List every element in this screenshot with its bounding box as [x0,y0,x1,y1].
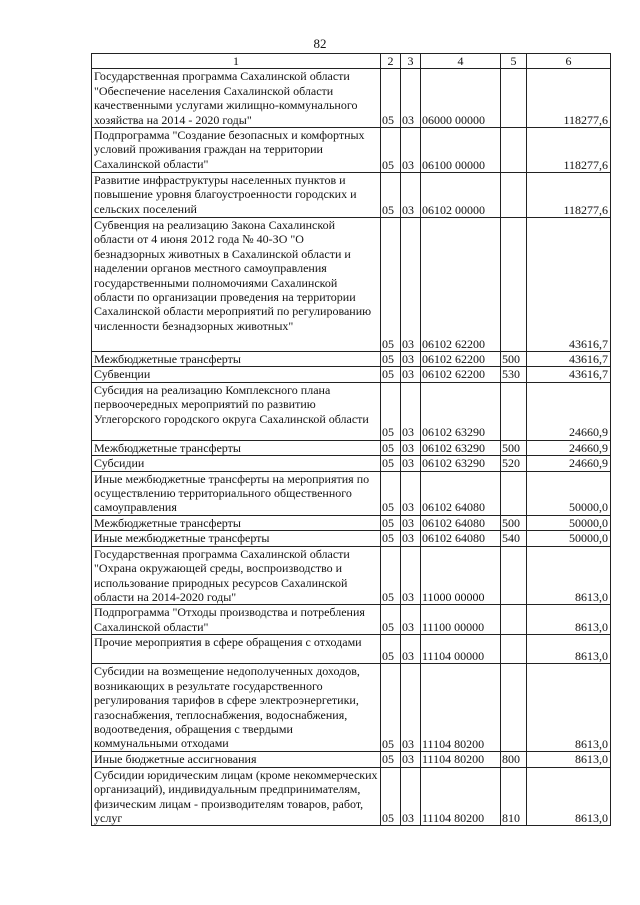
table-row [92,664,611,752]
row-c5-cell: 500 [501,352,527,367]
row-name-cell: Прочие мероприятия в сфере обращения с отходами [92,635,381,664]
row-c3-cell: 03 [401,767,421,826]
row-c2-cell: 05 [381,440,401,455]
table-row [92,767,611,826]
row-c4-cell: 11104 00000 [421,635,501,664]
row-c2-cell: 05 [381,367,401,382]
row-c2-cell: 05 [381,635,401,664]
row-c3-cell: 03 [401,352,421,367]
column-header: 3 [401,54,421,69]
table-row [92,471,611,515]
row-c6-cell: 50000,0 [527,531,611,546]
row-name-cell: Межбюджетные трансферты [92,515,381,530]
row-c5-cell: 500 [501,515,527,530]
column-header: 5 [501,54,527,69]
column-header: 1 [92,54,381,69]
column-header: 6 [527,54,611,69]
row-c6-cell: 8613,0 [527,767,611,826]
row-c5-cell: 800 [501,752,527,767]
row-c4-cell: 11100 00000 [421,605,501,635]
row-c4-cell: 06102 62200 [421,352,501,367]
row-name-cell: Развитие инфраструктуры населенных пунктов и повышение уровня благоустроенности городских и сельских поселений [92,173,381,218]
row-name-cell: Иные межбюджетные трансферты [92,531,381,546]
row-c5-cell: 540 [501,531,527,546]
row-c4-cell: 11104 80200 [421,752,501,767]
row-c5-cell [501,546,527,605]
row-c6-cell: 50000,0 [527,471,611,515]
row-c4-cell: 06102 63290 [421,456,501,471]
row-c2-cell: 05 [381,546,401,605]
row-c6-cell: 8613,0 [527,752,611,767]
row-name-cell: Иные межбюджетные трансферты на мероприятия по осуществлению территориального общественного самоуправления [92,471,381,515]
table-row [92,352,611,367]
row-c6-cell: 43616,7 [527,218,611,352]
row-c3-cell: 03 [401,664,421,752]
table-row [92,218,611,352]
row-c5-cell [501,69,527,128]
row-c3-cell: 03 [401,546,421,605]
row-name-cell: Межбюджетные трансферты [92,352,381,367]
budget-table [91,53,611,826]
row-c2-cell: 05 [381,69,401,128]
row-c6-cell: 24660,9 [527,456,611,471]
row-name-cell: Государственная программа Сахалинской области "Охрана окружающей среды, воспроизводство и использование природных ресурсов Сахалинской области на 2014-2020 годы" [92,546,381,605]
row-c3-cell: 03 [401,531,421,546]
row-c4-cell: 06100 00000 [421,128,501,173]
row-c3-cell: 03 [401,515,421,530]
row-c4-cell: 06102 00000 [421,173,501,218]
row-c3-cell: 03 [401,471,421,515]
table-row [92,515,611,530]
row-c6-cell: 118277,6 [527,128,611,173]
table-row [92,605,611,635]
row-c3-cell: 03 [401,635,421,664]
row-c3-cell: 03 [401,605,421,635]
row-c5-cell [501,382,527,440]
row-name-cell: Подпрограмма "Отходы производства и потребления Сахалинской области" [92,605,381,635]
column-header: 4 [421,54,501,69]
table-row [92,440,611,455]
row-c2-cell: 05 [381,456,401,471]
row-name-cell: Субвенция на реализацию Закона Сахалинской области от 4 июня 2012 года № 40-ЗО "О безнадзорных животных в Сахалинской области и наделении органов местного самоуправления государственными полномочиями Сахалинской области по организации проведения на территории Сахалинской области мероприятий по регулированию численности безнадзорных животных" [92,218,381,352]
row-c2-cell: 05 [381,605,401,635]
row-name-cell: Субсидии [92,456,381,471]
table-row [92,173,611,218]
row-c5-cell [501,128,527,173]
row-c5-cell [501,173,527,218]
table-row [92,546,611,605]
row-c2-cell: 05 [381,531,401,546]
row-c3-cell: 03 [401,382,421,440]
page-number: 82 [313,36,327,51]
row-c4-cell: 11104 80200 [421,664,501,752]
row-c3-cell: 03 [401,69,421,128]
row-name-cell: Субсидии юридическим лицам (кроме некоммерческих организаций), индивидуальным предпринимателям, физическим лицам - производителям товаров, работ, услуг [92,767,381,826]
row-c4-cell: 06000 00000 [421,69,501,128]
row-c2-cell: 05 [381,515,401,530]
row-c4-cell: 06102 64080 [421,531,501,546]
row-c5-cell [501,664,527,752]
row-name-cell: Субсидии на возмещение недополученных доходов, возникающих в результате государственного регулирования тарифов в сфере электроэнергетики, газоснабжения, теплоснабжения, водоснабжения, водоотведения, обращения с твердыми коммунальными отходами [92,664,381,752]
row-c2-cell: 05 [381,382,401,440]
row-c5-cell [501,605,527,635]
row-c5-cell: 520 [501,456,527,471]
row-c3-cell: 03 [401,173,421,218]
row-c6-cell: 43616,7 [527,352,611,367]
row-name-cell: Межбюджетные трансферты [92,440,381,455]
table-row [92,128,611,173]
row-c5-cell: 810 [501,767,527,826]
row-c4-cell: 06102 64080 [421,515,501,530]
row-c4-cell: 06102 63290 [421,440,501,455]
row-c2-cell: 05 [381,218,401,352]
row-c3-cell: 03 [401,752,421,767]
row-name-cell: Государственная программа Сахалинской области "Обеспечение населения Сахалинской области качественными услугами жилищно-коммунального хозяйства на 2014 - 2020 годы" [92,69,381,128]
row-c2-cell: 05 [381,752,401,767]
table-row [92,752,611,767]
row-c5-cell [501,635,527,664]
row-c6-cell: 24660,9 [527,440,611,455]
row-c6-cell: 8613,0 [527,546,611,605]
row-c6-cell: 24660,9 [527,382,611,440]
row-c4-cell: 06102 62200 [421,367,501,382]
table-row [92,69,611,128]
row-c4-cell: 06102 62200 [421,218,501,352]
table-row [92,382,611,440]
row-c6-cell: 8613,0 [527,635,611,664]
row-c5-cell: 500 [501,440,527,455]
row-name-cell: Субсидия на реализацию Комплексного плана первоочередных мероприятий по развитию Углегорского городского округа Сахалинской области [92,382,381,440]
row-c2-cell: 05 [381,173,401,218]
row-c6-cell: 43616,7 [527,367,611,382]
row-c3-cell: 03 [401,218,421,352]
row-c2-cell: 05 [381,471,401,515]
row-name-cell: Подпрограмма "Создание безопасных и комфортных условий проживания граждан на территории Сахалинской области" [92,128,381,173]
row-name-cell: Субвенции [92,367,381,382]
row-c4-cell: 06102 64080 [421,471,501,515]
row-c2-cell: 05 [381,352,401,367]
row-c4-cell: 06102 63290 [421,382,501,440]
column-header: 2 [381,54,401,69]
row-c3-cell: 03 [401,367,421,382]
row-c6-cell: 118277,6 [527,173,611,218]
table-row [92,635,611,664]
row-c6-cell: 118277,6 [527,69,611,128]
row-c2-cell: 05 [381,128,401,173]
row-c3-cell: 03 [401,456,421,471]
table-row [92,531,611,546]
row-c3-cell: 03 [401,128,421,173]
row-c5-cell [501,218,527,352]
row-c2-cell: 05 [381,664,401,752]
table-row [92,456,611,471]
row-c5-cell [501,471,527,515]
table-row [92,367,611,382]
header-row [92,54,611,69]
row-c6-cell: 8613,0 [527,605,611,635]
row-name-cell: Иные бюджетные ассигнования [92,752,381,767]
row-c3-cell: 03 [401,440,421,455]
row-c5-cell: 530 [501,367,527,382]
row-c4-cell: 11000 00000 [421,546,501,605]
row-c2-cell: 05 [381,767,401,826]
row-c6-cell: 8613,0 [527,664,611,752]
row-c4-cell: 11104 80200 [421,767,501,826]
row-c6-cell: 50000,0 [527,515,611,530]
